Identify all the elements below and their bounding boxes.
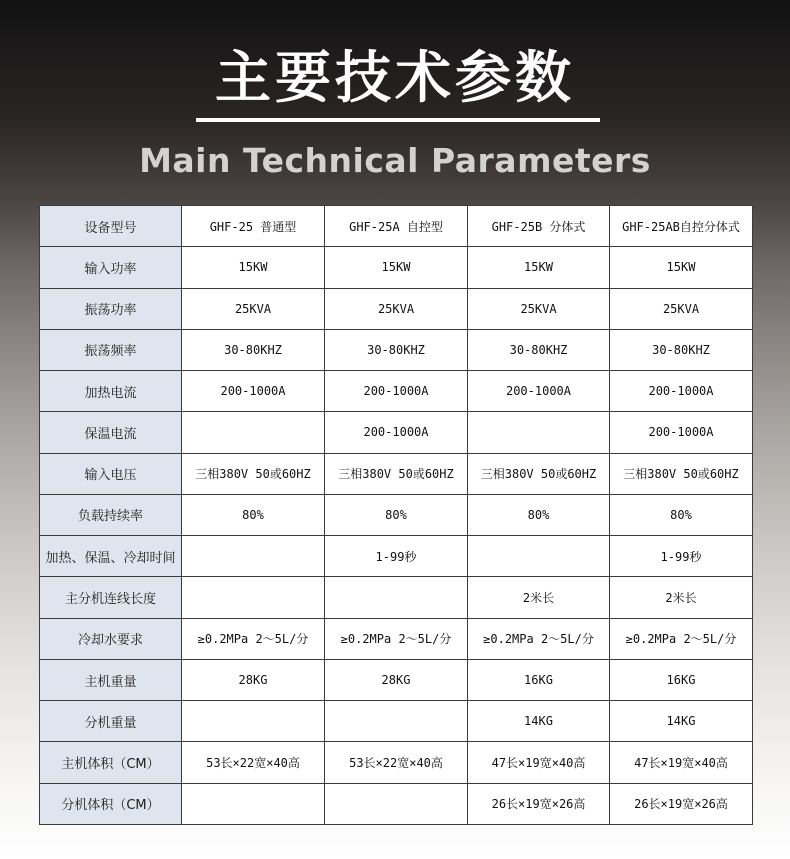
table-cell: 28KG (325, 659, 468, 700)
parameters-table (39, 205, 753, 825)
table-cell: 80% (468, 494, 610, 535)
table-cell: 53长×22宽×40高 (182, 742, 325, 783)
table-cell: 16KG (468, 659, 610, 700)
table-cell (468, 412, 610, 453)
table-row (40, 742, 753, 783)
table-cell: 三相380V 50或60HZ (325, 453, 468, 494)
page-subtitle: Main Technical Parameters (139, 141, 651, 180)
table-cell: 53长×22宽×40高 (325, 742, 468, 783)
table-row (40, 371, 753, 412)
table-cell: 200-1000A (325, 371, 468, 412)
table-cell: 15KW (610, 247, 753, 288)
table-cell: 200-1000A (325, 412, 468, 453)
table-cell: 1-99秒 (325, 536, 468, 577)
row-label: 加热、保温、冷却时间 (40, 536, 182, 577)
row-label: 保温电流 (40, 412, 182, 453)
row-label: 振荡功率 (40, 288, 182, 329)
table-cell: 200-1000A (610, 412, 753, 453)
row-label: 输入电压 (40, 453, 182, 494)
row-label: 振荡频率 (40, 329, 182, 370)
table-cell (325, 701, 468, 742)
table-cell: 26长×19宽×26高 (610, 783, 753, 824)
row-label: 分机重量 (40, 701, 182, 742)
table-cell: ≥0.2MPa 2～5L/分 (182, 618, 325, 659)
table-cell: 三相380V 50或60HZ (468, 453, 610, 494)
parameters-table-body (40, 206, 753, 825)
row-label: 主分机连线长度 (40, 577, 182, 618)
table-cell: 15KW (468, 247, 610, 288)
table-cell: 25KVA (468, 288, 610, 329)
table-cell: 15KW (325, 247, 468, 288)
header-cell: GHF-25B 分体式 (468, 206, 610, 247)
row-label: 加热电流 (40, 371, 182, 412)
row-label: 分机体积（CM） (40, 783, 182, 824)
table-cell: 2米长 (468, 577, 610, 618)
table-row (40, 412, 753, 453)
table-cell: 14KG (468, 701, 610, 742)
table-cell: 28KG (182, 659, 325, 700)
table-cell: 47长×19宽×40高 (468, 742, 610, 783)
title-underline (196, 118, 600, 122)
table-cell: 15KW (182, 247, 325, 288)
table-cell (182, 783, 325, 824)
header-cell: GHF-25A 自控型 (325, 206, 468, 247)
table-cell: 30-80KHZ (182, 329, 325, 370)
table-row (40, 783, 753, 824)
table-row (40, 247, 753, 288)
table-header-row (40, 206, 753, 247)
table-row (40, 659, 753, 700)
table-cell: 30-80KHZ (610, 329, 753, 370)
table-cell: 16KG (610, 659, 753, 700)
table-cell: ≥0.2MPa 2～5L/分 (325, 618, 468, 659)
table-cell: 200-1000A (182, 371, 325, 412)
table-cell: 80% (610, 494, 753, 535)
table-cell: 200-1000A (610, 371, 753, 412)
table-cell: ≥0.2MPa 2～5L/分 (610, 618, 753, 659)
table-row (40, 701, 753, 742)
table-cell (182, 701, 325, 742)
header-cell: GHF-25 普通型 (182, 206, 325, 247)
table-row (40, 618, 753, 659)
table-cell: 80% (325, 494, 468, 535)
table-cell: 25KVA (325, 288, 468, 329)
table-cell: 47长×19宽×40高 (610, 742, 753, 783)
table-row (40, 453, 753, 494)
table-cell (182, 412, 325, 453)
table-cell: 80% (182, 494, 325, 535)
row-label: 冷却水要求 (40, 618, 182, 659)
row-label: 主机重量 (40, 659, 182, 700)
table-row (40, 577, 753, 618)
row-label: 输入功率 (40, 247, 182, 288)
table-cell: 26长×19宽×26高 (468, 783, 610, 824)
table-cell: 25KVA (610, 288, 753, 329)
table-row (40, 288, 753, 329)
table-cell: 三相380V 50或60HZ (610, 453, 753, 494)
table-cell: ≥0.2MPa 2～5L/分 (468, 618, 610, 659)
table-cell: 30-80KHZ (468, 329, 610, 370)
table-row (40, 494, 753, 535)
table-row (40, 536, 753, 577)
header-cell: 设备型号 (40, 206, 182, 247)
row-label: 主机体积（CM） (40, 742, 182, 783)
table-cell: 2米长 (610, 577, 753, 618)
table-cell (182, 536, 325, 577)
table-cell: 25KVA (182, 288, 325, 329)
row-label: 负载持续率 (40, 494, 182, 535)
page-title: 主要技术参数 (215, 46, 575, 111)
table-row (40, 329, 753, 370)
table-cell: 30-80KHZ (325, 329, 468, 370)
table-cell: 200-1000A (468, 371, 610, 412)
table-cell (325, 577, 468, 618)
table-cell (182, 577, 325, 618)
header-cell: GHF-25AB自控分体式 (610, 206, 753, 247)
table-cell (325, 783, 468, 824)
table-cell (468, 536, 610, 577)
table-cell: 三相380V 50或60HZ (182, 453, 325, 494)
table-cell: 14KG (610, 701, 753, 742)
table-cell: 1-99秒 (610, 536, 753, 577)
